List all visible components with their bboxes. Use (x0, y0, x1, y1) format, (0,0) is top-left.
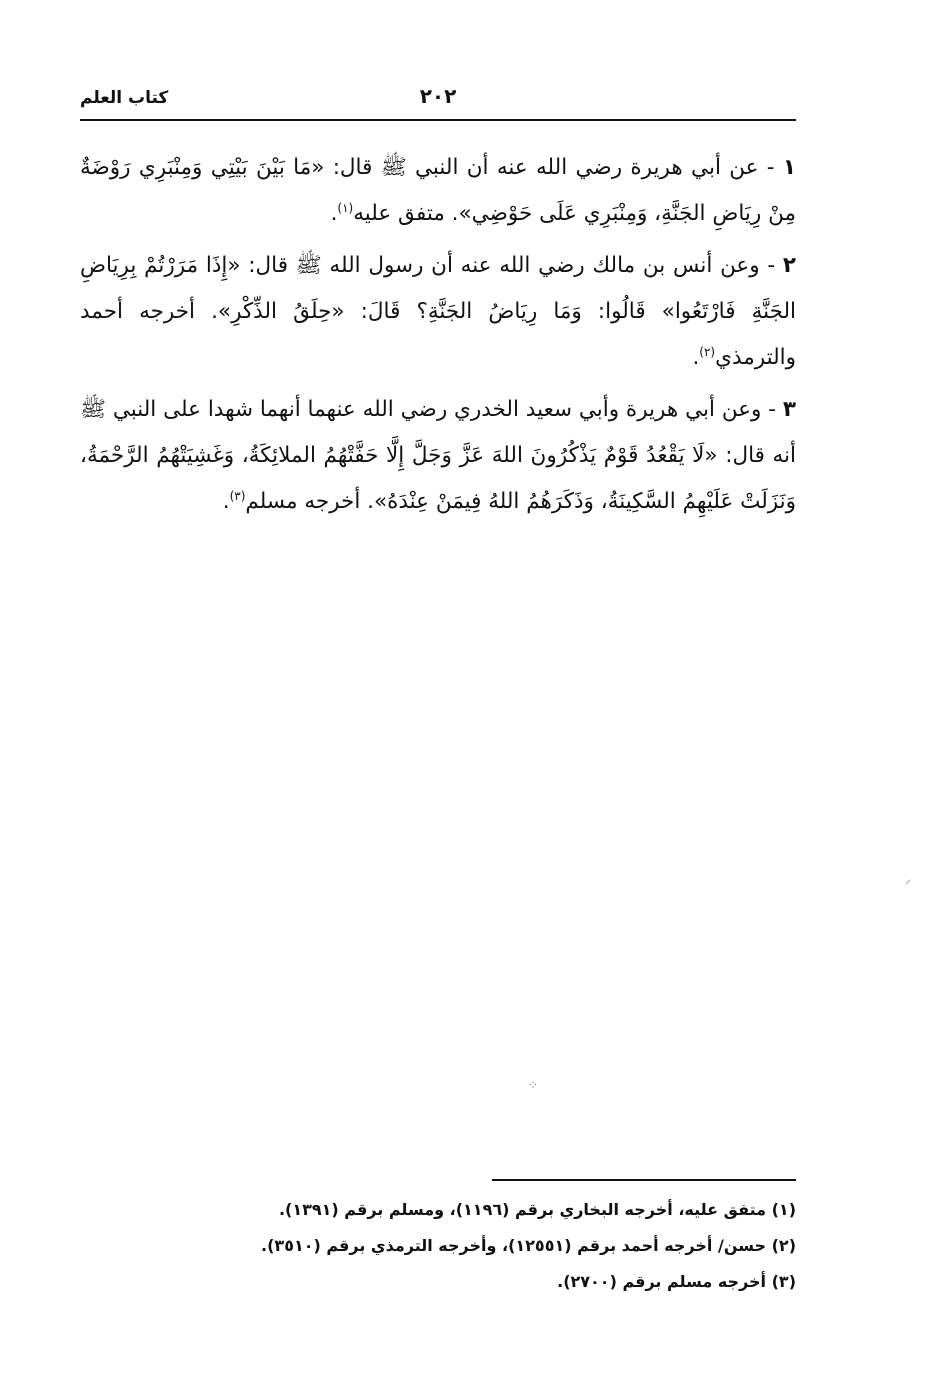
footnotes (80, 1192, 796, 1300)
hadith-number: ٣ (782, 397, 797, 422)
hadith-number: ٢ (782, 253, 797, 278)
footnote-ref: (٣) (229, 488, 246, 503)
hadith-dash: - (758, 155, 775, 180)
footnote-rule (492, 1179, 796, 1181)
hadith-dash: - (759, 253, 776, 278)
body-text (80, 145, 796, 531)
hadith-3 (80, 387, 796, 525)
hadith-number: ١ (782, 155, 796, 180)
end-period: . (330, 201, 338, 226)
footnote-ref: (١) (337, 200, 354, 215)
page-header (80, 84, 796, 120)
hadith-text: عن أبي هريرة رضي الله عنه أن النبي ﷺ قال: «مَا بَيْنَ بَيْتِي وَمِنْبَرِي رَوْضَةٌ مِنْ رِيَاضِ الجَنَّةِ، وَمِنْبَرِي عَلَى حَوْضِي». متفق عليه (80, 155, 796, 226)
end-period: . (692, 345, 700, 370)
hadith-2 (80, 243, 796, 381)
footnote-1: (١) متفق عليه، أخرجه البخاري برقم (١١٩٦)، ومسلم برقم (١٣٩١). (278, 1200, 796, 1219)
hadith-text: وعن أبي هريرة وأبي سعيد الخدري رضي الله عنهما أنهما شهدا على النبي ﷺ أنه قال: «لَا يَقْعُدُ قَوْمٌ يَذْكُرُونَ اللهَ عَزَّ وَجَلَّ إِلَّا حَفَّتْهُمُ الملائِكَةُ، وَغَشِيَتْهُمُ الرَّحْمَةُ، وَنَزَلَتْ عَلَيْهِمُ السَّكِينَةُ، وَذَكَرَهُمُ اللهُ فِيمَنْ عِنْدَهُ». أخرجه مسلم (80, 397, 796, 514)
page-number: ٢٠٢ (419, 84, 457, 108)
hadith-dash: - (761, 397, 777, 422)
footnote-2: (٢) حسن/ أخرجه أحمد برقم (١٢٥٥١)، وأخرجه الترمذي برقم (٣٥١٠). (261, 1236, 796, 1255)
footnote-ref: (٢) (699, 344, 716, 359)
header-rule (80, 119, 796, 121)
end-period: . (222, 489, 230, 514)
chapter-title: كتاب العلم (80, 88, 169, 108)
scan-speck: ⁘ (528, 1078, 539, 1092)
hadith-text: وعن أنس بن مالك رضي الله عنه أن رسول الله ﷺ قال: «إِذَا مَرَرْتُمْ بِرِيَاضِ الجَنَّةِ فَارْتَعُوا» قَالُوا: وَمَا رِيَاضُ الجَنَّةِ؟ قَالَ: «حِلَقُ الذِّكْرِ». أخرجه أحمد والترمذي (80, 253, 796, 370)
scan-speck: ⸝ (905, 872, 912, 886)
footnote-3: (٣) أخرجه مسلم برقم (٢٧٠٠). (557, 1272, 796, 1291)
hadith-1 (80, 145, 796, 237)
